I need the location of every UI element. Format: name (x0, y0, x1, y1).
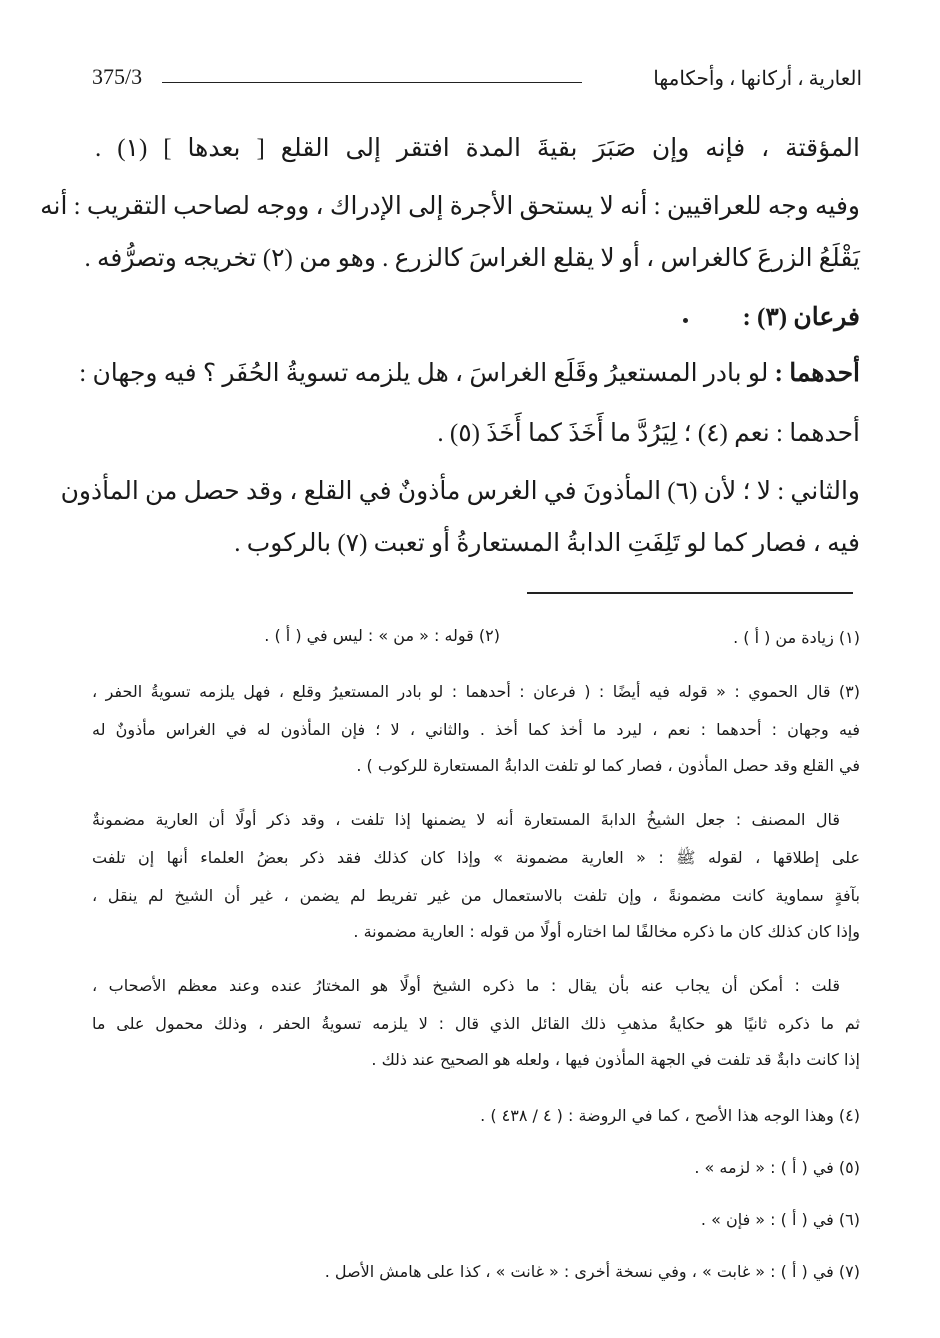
footnote-3-para3-line-3: إذا كانت دابةٌ قد تلفت في الجهة المأذون فيها ، ولعله هو الصحيح عند ذلك . (371, 1050, 860, 1069)
footnote-3-para3-line-1: قلت : أمكن أن يجاب عنه بأن يقال : ما ذكره الشيخ أولًا هو المختارُ عنده وعند معظم الأصحاب ، (92, 976, 840, 995)
body-line-1: المؤقتة ، فإنه وإن صَبَرَ بقيةَ المدة افتقر إلى القلع [ بعدها ] (١) . (95, 135, 860, 162)
body-line-7: والثاني : لا ؛ لأن (٦) المأذونَ في الغرس مأذونٌ في القلع ، وقد حصل من المأذون (60, 478, 860, 505)
footnote-4: (٤) وهذا الوجه هذا الأصح ، كما في الروضة : ( ٤ / ٤٣٨ ) . (480, 1106, 860, 1125)
footnote-3-line-3: في القلع وقد حصل المأذون ، فصار كما لو تلفت الدابةُ المستعارة للركوب ) . (356, 756, 860, 775)
footnote-3-line-2: فيه وجهان : أحدهما : نعم ، ليرد ما أخذ كما أخذ . والثاني ، لا ؛ فإن المأذون له في الغراس مأذونٌ له (92, 720, 860, 739)
first-branch-lead: أحدهما : (774, 360, 860, 387)
body-line-5 (79, 358, 860, 388)
running-title: العارية ، أركانها ، وأحكامها (653, 68, 862, 90)
first-branch-text: لو بادر المستعيرُ وقَلَع الغراسَ ، هل يلزمه تسويةُ الحُفَر ؟ فيه وجهان : (79, 360, 769, 387)
footnote-1: (١) زيادة من ( أ ) . (733, 628, 860, 647)
footnote-3-para3-line-2: ثم ما ذكره ثانيًا هو حكايةُ مذهبِ ذلك القائل الذي قال : لا يلزمه تسويةُ الحفر ، وذلك محمول على ما (92, 1014, 860, 1033)
footnote-separator (527, 592, 853, 594)
body-line-8: فيه ، فصار كما لو تَلِفَتِ الدابةُ المستعارةُ أو تعبت (٧) بالركوب . (234, 530, 860, 557)
header-rule (162, 82, 582, 83)
footnote-3-para2-line-2: على إطلاقها ، لقوله ﷺ : « العارية مضمونة » وإذا كان كذلك فقد ذكر بعضُ العلماء أنها إن تلفت (92, 848, 860, 867)
body-line-6: أحدهما : نعم (٤) ؛ لِيَرُدَّ ما أَخَذَ كما أَخَذَ (٥) . (437, 420, 860, 447)
footnote-5: (٥) في ( أ ) : « لزمه » . (694, 1158, 860, 1177)
running-header (92, 62, 862, 102)
footnote-3-line-1: (٣) قال الحموي : « قوله فيه أيضًا : ( فرعان : أحدهما : لو بادر المستعيرُ وقلع ، فهل يلزمه تسويةُ الحفر ، (92, 682, 860, 701)
footnote-7: (٧) في ( أ ) : « غابت » ، وفي نسخة أخرى : « غانت » ، كذا على هامش الأصل . (324, 1262, 860, 1281)
ink-dot (683, 318, 688, 323)
body-line-3: يَقْلَعُ الزرعَ كالغراس ، أو لا يقلع الغراسَ كالزرع . وهو من (٢) تخريجه وتصرُّفه . (84, 245, 860, 272)
page-number: 375/3 (92, 64, 143, 89)
footnote-3-para2-line-4: وإذا كان كذلك كان ما ذكره مخالفًا لما اختاره أولًا من قوله : العارية مضمونة . (353, 922, 860, 941)
footnote-6: (٦) في ( أ ) : « فإن » . (700, 1210, 860, 1229)
body-line-2: وفيه وجه للعراقيين : أنه لا يستحق الأجرة إلى الإدراك ، ووجه لصاحب التقريب : أنه (40, 193, 860, 220)
section-heading: فرعان (٣) : (742, 304, 860, 331)
footnote-3-para2-line-3: بآفةٍ سماوية كانت مضمونةً ، وإن تلفت بالاستعمال من غير تفريط لم يضمن ، غير أن الشيخ لم ينقل ، (92, 886, 860, 905)
footnote-3-para2-line-1: قال المصنف : جعل الشيخُ الدابةَ المستعارة أنه لا يضمنها إذا تلفت ، وقد ذكر أولًا أن العارية مضمونةٌ (92, 810, 840, 829)
footnote-2: (٢) قوله : « من » : ليس في ( أ ) . (264, 626, 500, 645)
